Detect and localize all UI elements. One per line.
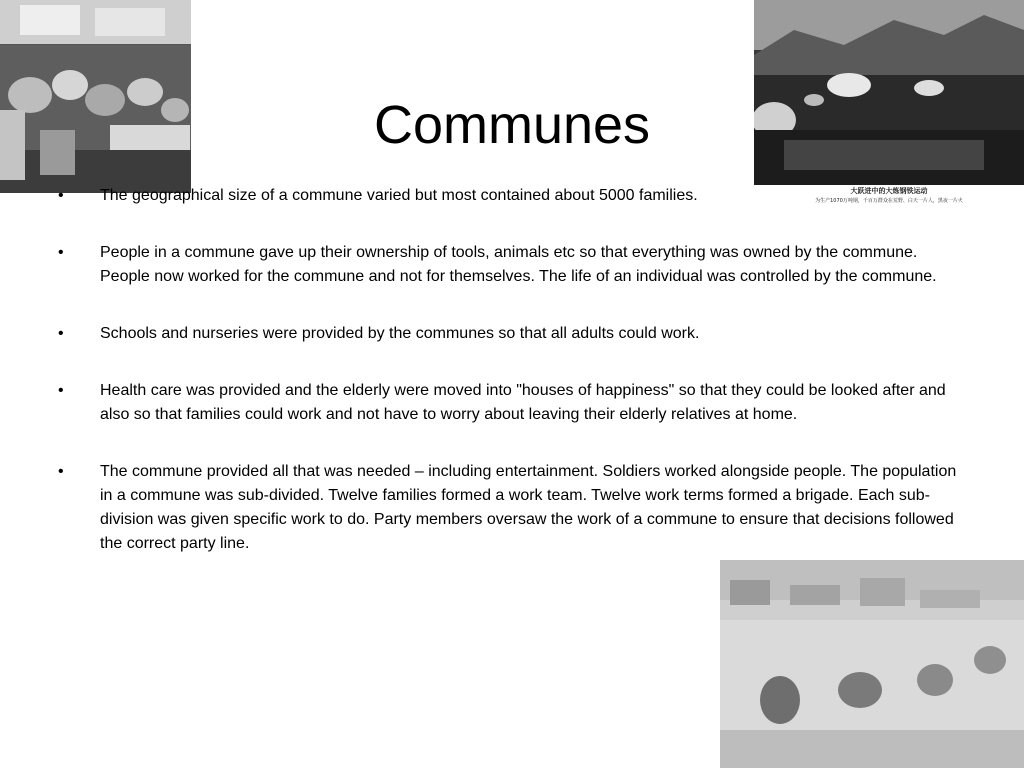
bullet-text: The geographical size of a commune varied but most contained about 5000 families. (100, 187, 698, 204)
bullet-marker: • (58, 187, 64, 204)
bullet-text: People in a commune gave up their ownership of tools, animals etc so that everything was owned by the commune. People now worked for the commune and not for themselves. The life of an individual was controlled by the commune. (100, 244, 937, 285)
bullet-item (58, 460, 963, 556)
bullet-text: Health care was provided and the elderly were moved into "houses of happiness" so that they could be looked after and also so that families could work and not have to worry about leaving their elderly relatives at home. (100, 382, 946, 423)
bullet-marker: • (58, 463, 64, 480)
bullet-marker: • (58, 382, 64, 399)
steel-photo-caption-text: 为生产1070万吨钢，千百万群众在荒野、白天一片人，黑夜一片火 (815, 198, 963, 204)
bullet-item (58, 322, 963, 346)
steel-photo-caption-title: 大跃进中的大炼钢铁运动 (850, 187, 928, 195)
bullet-item (58, 241, 963, 289)
slide-title: Communes (373, 95, 651, 156)
bullet-list (58, 184, 963, 589)
bullet-item (58, 184, 963, 208)
bullet-marker: • (58, 325, 64, 342)
bullet-marker: • (58, 244, 64, 261)
bullet-item (58, 379, 963, 427)
bullet-text: The commune provided all that was needed – including entertainment. Soldiers worked alongside people. The population in a commune was sub-divided. Twelve families formed a work team. Twelve work terms formed a brigade. Each sub-division was given specific work to do. Party members oversaw the work of a commune to ensure that decisions followed the correct party line. (100, 463, 957, 552)
bullet-text: Schools and nurseries were provided by the communes so that all adults could work. (100, 325, 700, 342)
field-work-photo (720, 560, 1024, 768)
